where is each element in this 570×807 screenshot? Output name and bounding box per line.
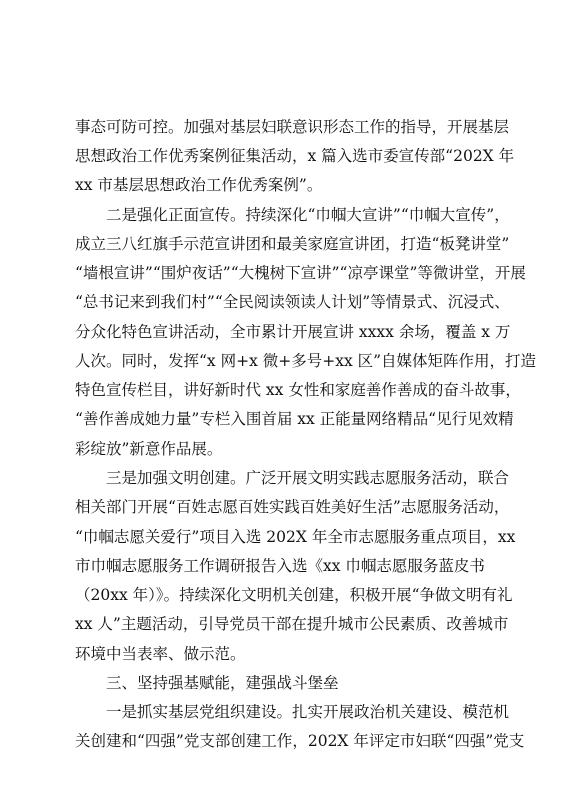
section-heading: 三、坚持强基赋能，建强战斗堡垒 [106, 674, 339, 692]
text-line: “善作善成她力量”专栏入围首届 xx 正能量网络精品“见行见效精 [75, 410, 514, 428]
text-line: 思想政治工作优秀案例征集活动，x 篇入选市委宣传部“202X 年 [75, 147, 515, 165]
text-line: 特色宣传栏目，讲好新时代 xx 女性和家庭善作善成的奋斗故事， [75, 381, 521, 399]
text-line: xx 市基层思想政治工作优秀案例”。 [75, 176, 323, 194]
text-line: 相关部门开展“百姓志愿百姓实践百姓美好生活”志愿服务活动， [75, 498, 510, 516]
paragraph-heading-line: 二是强化正面宣传。持续深化“巾帼大宣讲”“巾帼大宣传”， [106, 206, 510, 224]
text-line: 市巾帼志愿服务工作调研报告入选《xx 巾帼志愿服务蓝皮书 [75, 557, 485, 575]
text-line: 环境中当表率、做示范。 [75, 645, 246, 663]
text-line: 关创建和“四强”党支部创建工作，202X 年评定市妇联“四强”党支 [75, 732, 525, 750]
text-line: 彩绽放”新意作品展。 [75, 440, 223, 458]
text-line: （20xx 年）》。持续深化文明机关创建，积极开展“争做文明有礼 [75, 586, 513, 604]
text-line: “巾帼志愿关爱行”项目入选 202X 年全市志愿服务重点项目，xx [75, 528, 516, 546]
paragraph-heading-line: 一是抓实基层党组织建设。扎实开展政治机关建设、模范机 [106, 703, 510, 721]
paragraph-heading-line: 三是加强文明创建。广泛开展文明实践志愿服务活动，联合 [106, 469, 510, 487]
text-line: xx 人”主题活动，引导党员干部在提升城市公民素质、改善城市 [75, 615, 509, 633]
text-line: 成立三八红旗手示范宣讲团和最美家庭宣讲团，打造“板凳讲堂” [75, 235, 510, 253]
text-line: “墙根宣讲”“围炉夜话”“大槐树下宣讲”“凉亭课堂”等微讲堂，开展 [75, 264, 526, 282]
text-line: 事态可防可控。加强对基层妇联意识形态工作的指导，开展基层 [75, 118, 510, 136]
text-line: 人次。同时，发挥“x 网+x 微+多号+xx 区”自媒体矩阵作用，打造 [75, 352, 537, 370]
text-line: 分众化特色宣讲活动，全市累计开展宣讲 xxxx 余场，覆盖 x 万 [75, 323, 511, 341]
text-line: “总书记来到我们村”“全民阅读领读人计划”等情景式、沉浸式、 [75, 293, 510, 311]
